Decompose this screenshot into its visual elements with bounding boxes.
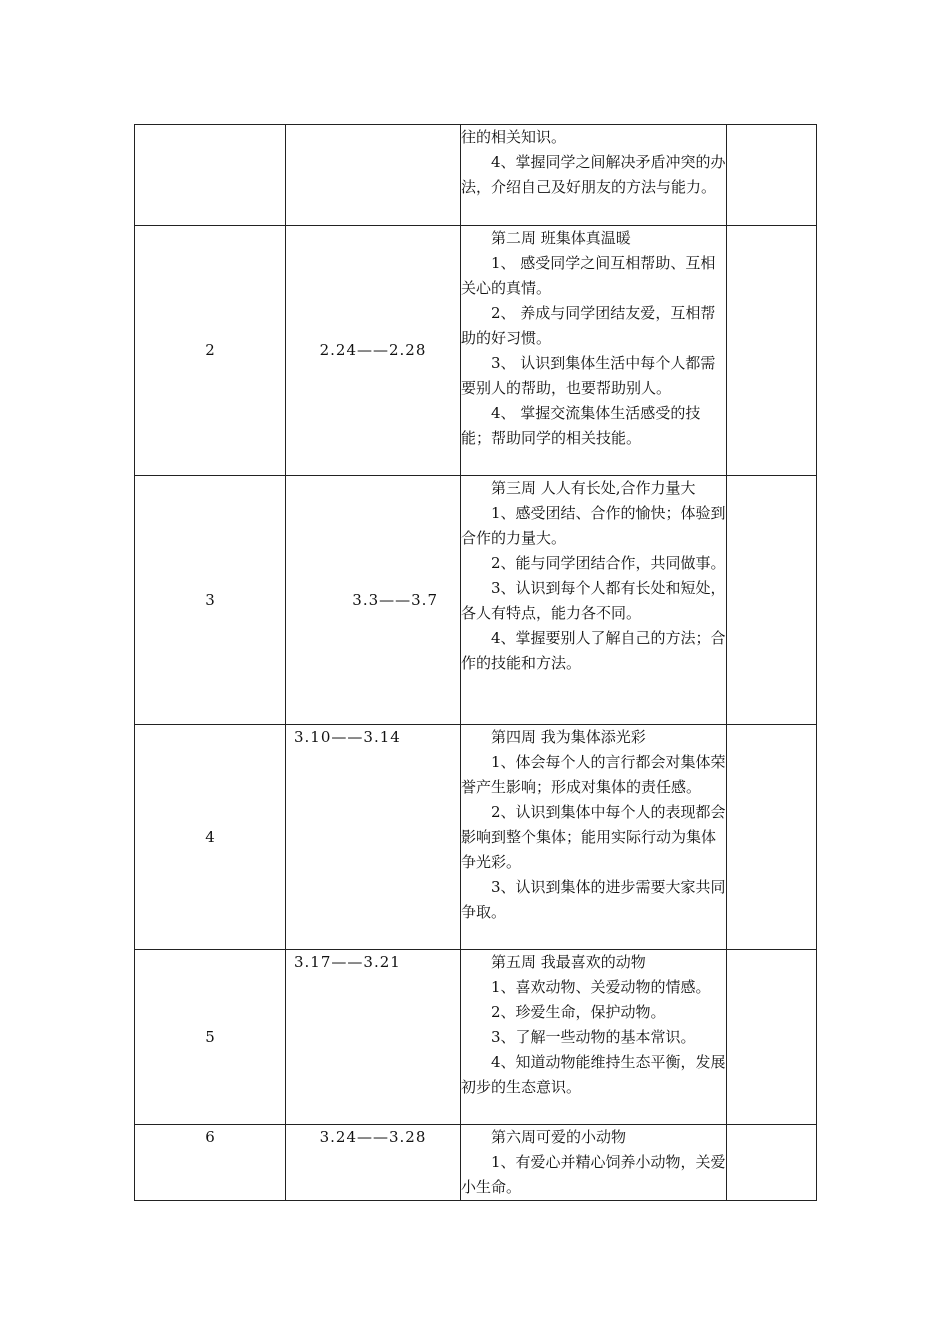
content-line: 1、喜欢动物、关爱动物的情感。 [491, 978, 711, 996]
week-title: 第二周 班集体真温暖 [491, 229, 631, 247]
note-cell [727, 950, 817, 1125]
table-row [135, 476, 817, 725]
week-title: 第五周 我最喜欢的动物 [491, 953, 646, 971]
content-cell [461, 725, 727, 950]
content-line: 1、感受团结、合作的愉快；体验到合作的力量大。 [461, 504, 726, 547]
table-row [135, 725, 817, 950]
week-cell: 6 [135, 1125, 286, 1201]
content-cell [461, 226, 727, 476]
note-cell [727, 125, 817, 226]
content-line: 2、珍爱生命，保护动物。 [491, 1003, 666, 1021]
week-cell: 5 [135, 950, 286, 1125]
week-title: 第三周 人人有长处,合作力量大 [491, 479, 696, 497]
content-line: 3、 认识到集体生活中每个人都需要别人的帮助，也要帮助别人。 [461, 354, 716, 397]
weekly-plan-table [134, 124, 817, 1201]
content-line: 3、认识到每个人都有长处和短处，各人有特点，能力各不同。 [461, 579, 726, 622]
week-cell: 4 [135, 725, 286, 950]
content-line: 4、知道动物能维持生态平衡，发展初步的生态意识。 [461, 1053, 726, 1096]
week-title: 第六周可爱的小动物 [491, 1128, 627, 1146]
note-cell [727, 1125, 817, 1201]
content-cell [461, 950, 727, 1125]
content-cell [461, 125, 727, 226]
date-cell: 3.3——3.7 [286, 476, 461, 725]
note-cell [727, 226, 817, 476]
week-cell: 2 [135, 226, 286, 476]
content-line: 往的相关知识。 [461, 128, 567, 146]
content-cell [461, 476, 727, 725]
table-row [135, 950, 817, 1125]
date-cell [286, 125, 461, 226]
table-row [135, 226, 817, 476]
content-line: 1、 感受同学之间互相帮助、互相关心的真情。 [461, 254, 716, 297]
table-row [135, 1125, 817, 1201]
content-line: 1、有爱心并精心饲养小动物，关爱小生命。 [461, 1153, 726, 1196]
week-title: 第四周 我为集体添光彩 [491, 728, 646, 746]
content-line: 4、掌握同学之间解决矛盾冲突的办法，介绍自己及好朋友的方法与能力。 [461, 153, 726, 196]
date-cell: 3.24——3.28 [286, 1125, 461, 1201]
content-line: 2、 养成与同学团结友爱，互相帮助的好习惯。 [461, 304, 716, 347]
date-cell: 3.17——3.21 [286, 950, 461, 1125]
note-cell [727, 725, 817, 950]
table-row [135, 125, 817, 226]
content-line: 2、能与同学团结合作，共同做事。 [491, 554, 726, 572]
content-line: 3、认识到集体的进步需要大家共同争取。 [461, 878, 726, 921]
content-cell [461, 1125, 727, 1201]
note-cell [727, 476, 817, 725]
content-line: 3、了解一些动物的基本常识。 [491, 1028, 696, 1046]
week-cell: 3 [135, 476, 286, 725]
content-line: 4、 掌握交流集体生活感受的技能；帮助同学的相关技能。 [461, 404, 701, 447]
content-line: 2、认识到集体中每个人的表现都会影响到整个集体；能用实际行动为集体争光彩。 [461, 803, 726, 871]
week-cell [135, 125, 286, 226]
content-line: 4、掌握要别人了解自己的方法；合作的技能和方法。 [461, 629, 726, 672]
content-line: 1、体会每个人的言行都会对集体荣誉产生影响；形成对集体的责任感。 [461, 753, 726, 796]
date-cell: 3.10——3.14 [286, 725, 461, 950]
date-cell: 2.24——2.28 [286, 226, 461, 476]
